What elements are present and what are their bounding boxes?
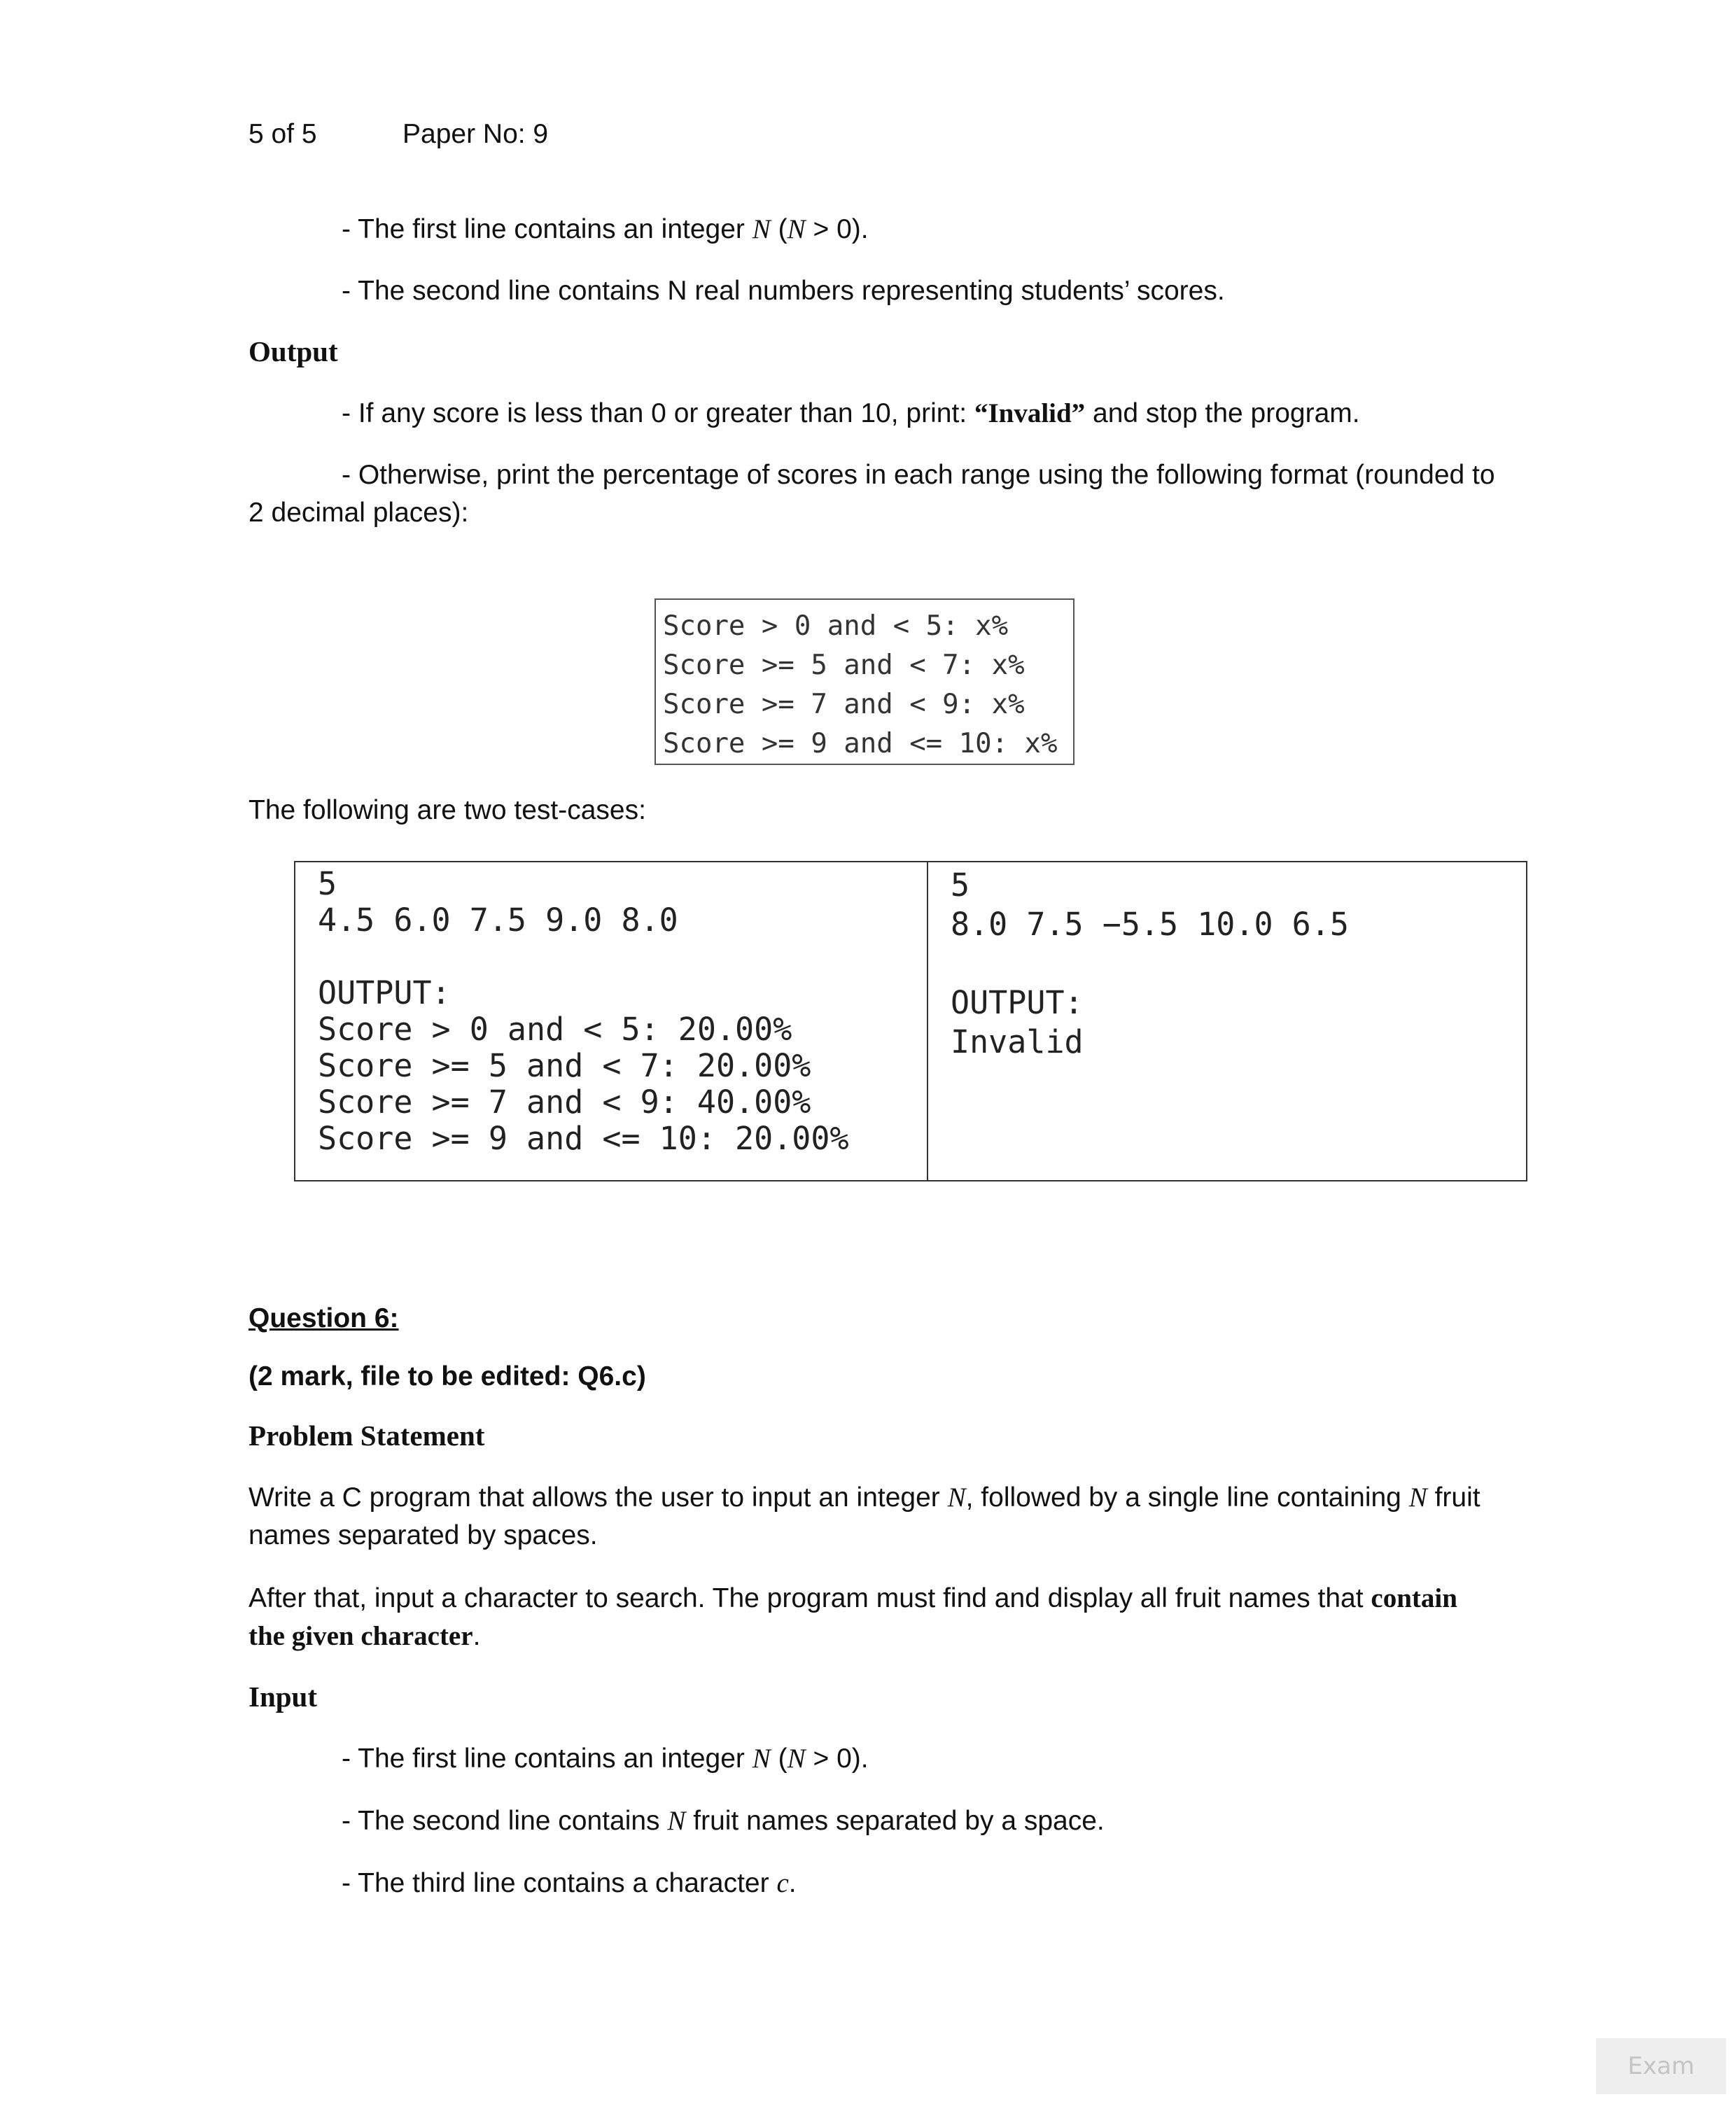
tc2-line: 5 <box>951 867 970 904</box>
tc1-line: Score >= 9 and <= 10: 20.00% <box>318 1120 849 1157</box>
tc1-line: 4.5 6.0 7.5 9.0 8.0 <box>318 902 678 939</box>
question-6-marks: (2 mark, file to be edited: Q6.c) <box>248 1361 646 1391</box>
problem-paragraph-2b: the given character. <box>248 1621 481 1651</box>
format-line: Score >= 7 and < 9: x% <box>663 689 1025 720</box>
q6-input-line-1: - The first line contains an integer N (N > 0). <box>342 1744 869 1774</box>
problem-paragraph-2: After that, input a character to search. The program must find and display all fruit names that contain <box>248 1583 1457 1613</box>
q6-input-line-2: - The second line contains N fruit names separated by a space. <box>342 1806 1105 1836</box>
tc1-line: OUTPUT: <box>318 974 451 1011</box>
tc2-line: 8.0 7.5 −5.5 10.0 6.5 <box>951 906 1349 943</box>
output-line-2a: - Otherwise, print the percentage of scores in each range using the following format (rounded to <box>342 460 1495 490</box>
tc2-line: Invalid <box>951 1023 1084 1060</box>
page-number: 5 of 5 <box>248 119 317 149</box>
input-line-2: - The second line contains N real numbers representing students’ scores. <box>342 276 1225 306</box>
test-cases-intro: The following are two test-cases: <box>248 795 646 825</box>
exam-logo-watermark <box>1596 2038 1726 2094</box>
paper-number: Paper No: 9 <box>402 119 549 149</box>
input-line-1: - The first line contains an integer N (N > 0). <box>342 214 869 244</box>
test-cases-table <box>294 861 1527 1181</box>
output-line-2b: 2 decimal places): <box>248 498 469 528</box>
test-case-1 <box>295 862 928 1180</box>
tc1-line: Score >= 5 and < 7: 20.00% <box>318 1047 811 1084</box>
tc2-line: OUTPUT: <box>951 984 1084 1021</box>
question-6-title: Question 6: <box>248 1303 399 1333</box>
problem-paragraph-1b: names separated by spaces. <box>248 1520 598 1550</box>
watermark-text: Exam <box>1628 2052 1695 2080</box>
tc2-line <box>951 944 1526 983</box>
tc1-line: Score > 0 and < 5: 20.00% <box>318 1011 792 1048</box>
tc1-line: Score >= 7 and < 9: 40.00% <box>318 1083 811 1121</box>
test-case-2 <box>928 862 1526 1180</box>
format-line: Score >= 9 and <= 10: x% <box>663 728 1058 759</box>
input-heading: Input <box>248 1681 318 1713</box>
tc1-line <box>318 939 927 975</box>
format-line: Score >= 5 and < 7: x% <box>663 650 1025 681</box>
tc1-line: 5 <box>318 865 337 902</box>
format-line: Score > 0 and < 5: x% <box>663 610 1009 642</box>
problem-statement-heading: Problem Statement <box>248 1419 485 1452</box>
output-heading: Output <box>248 335 338 367</box>
q6-input-line-3: - The third line contains a character c. <box>342 1868 797 1898</box>
output-format-box <box>654 598 1074 765</box>
problem-paragraph-1: Write a C program that allows the user to input an integer N, followed by a single line containing N fruit <box>248 1482 1480 1513</box>
output-line-1: - If any score is less than 0 or greater than 10, print: “Invalid” and stop the program. <box>342 398 1360 428</box>
